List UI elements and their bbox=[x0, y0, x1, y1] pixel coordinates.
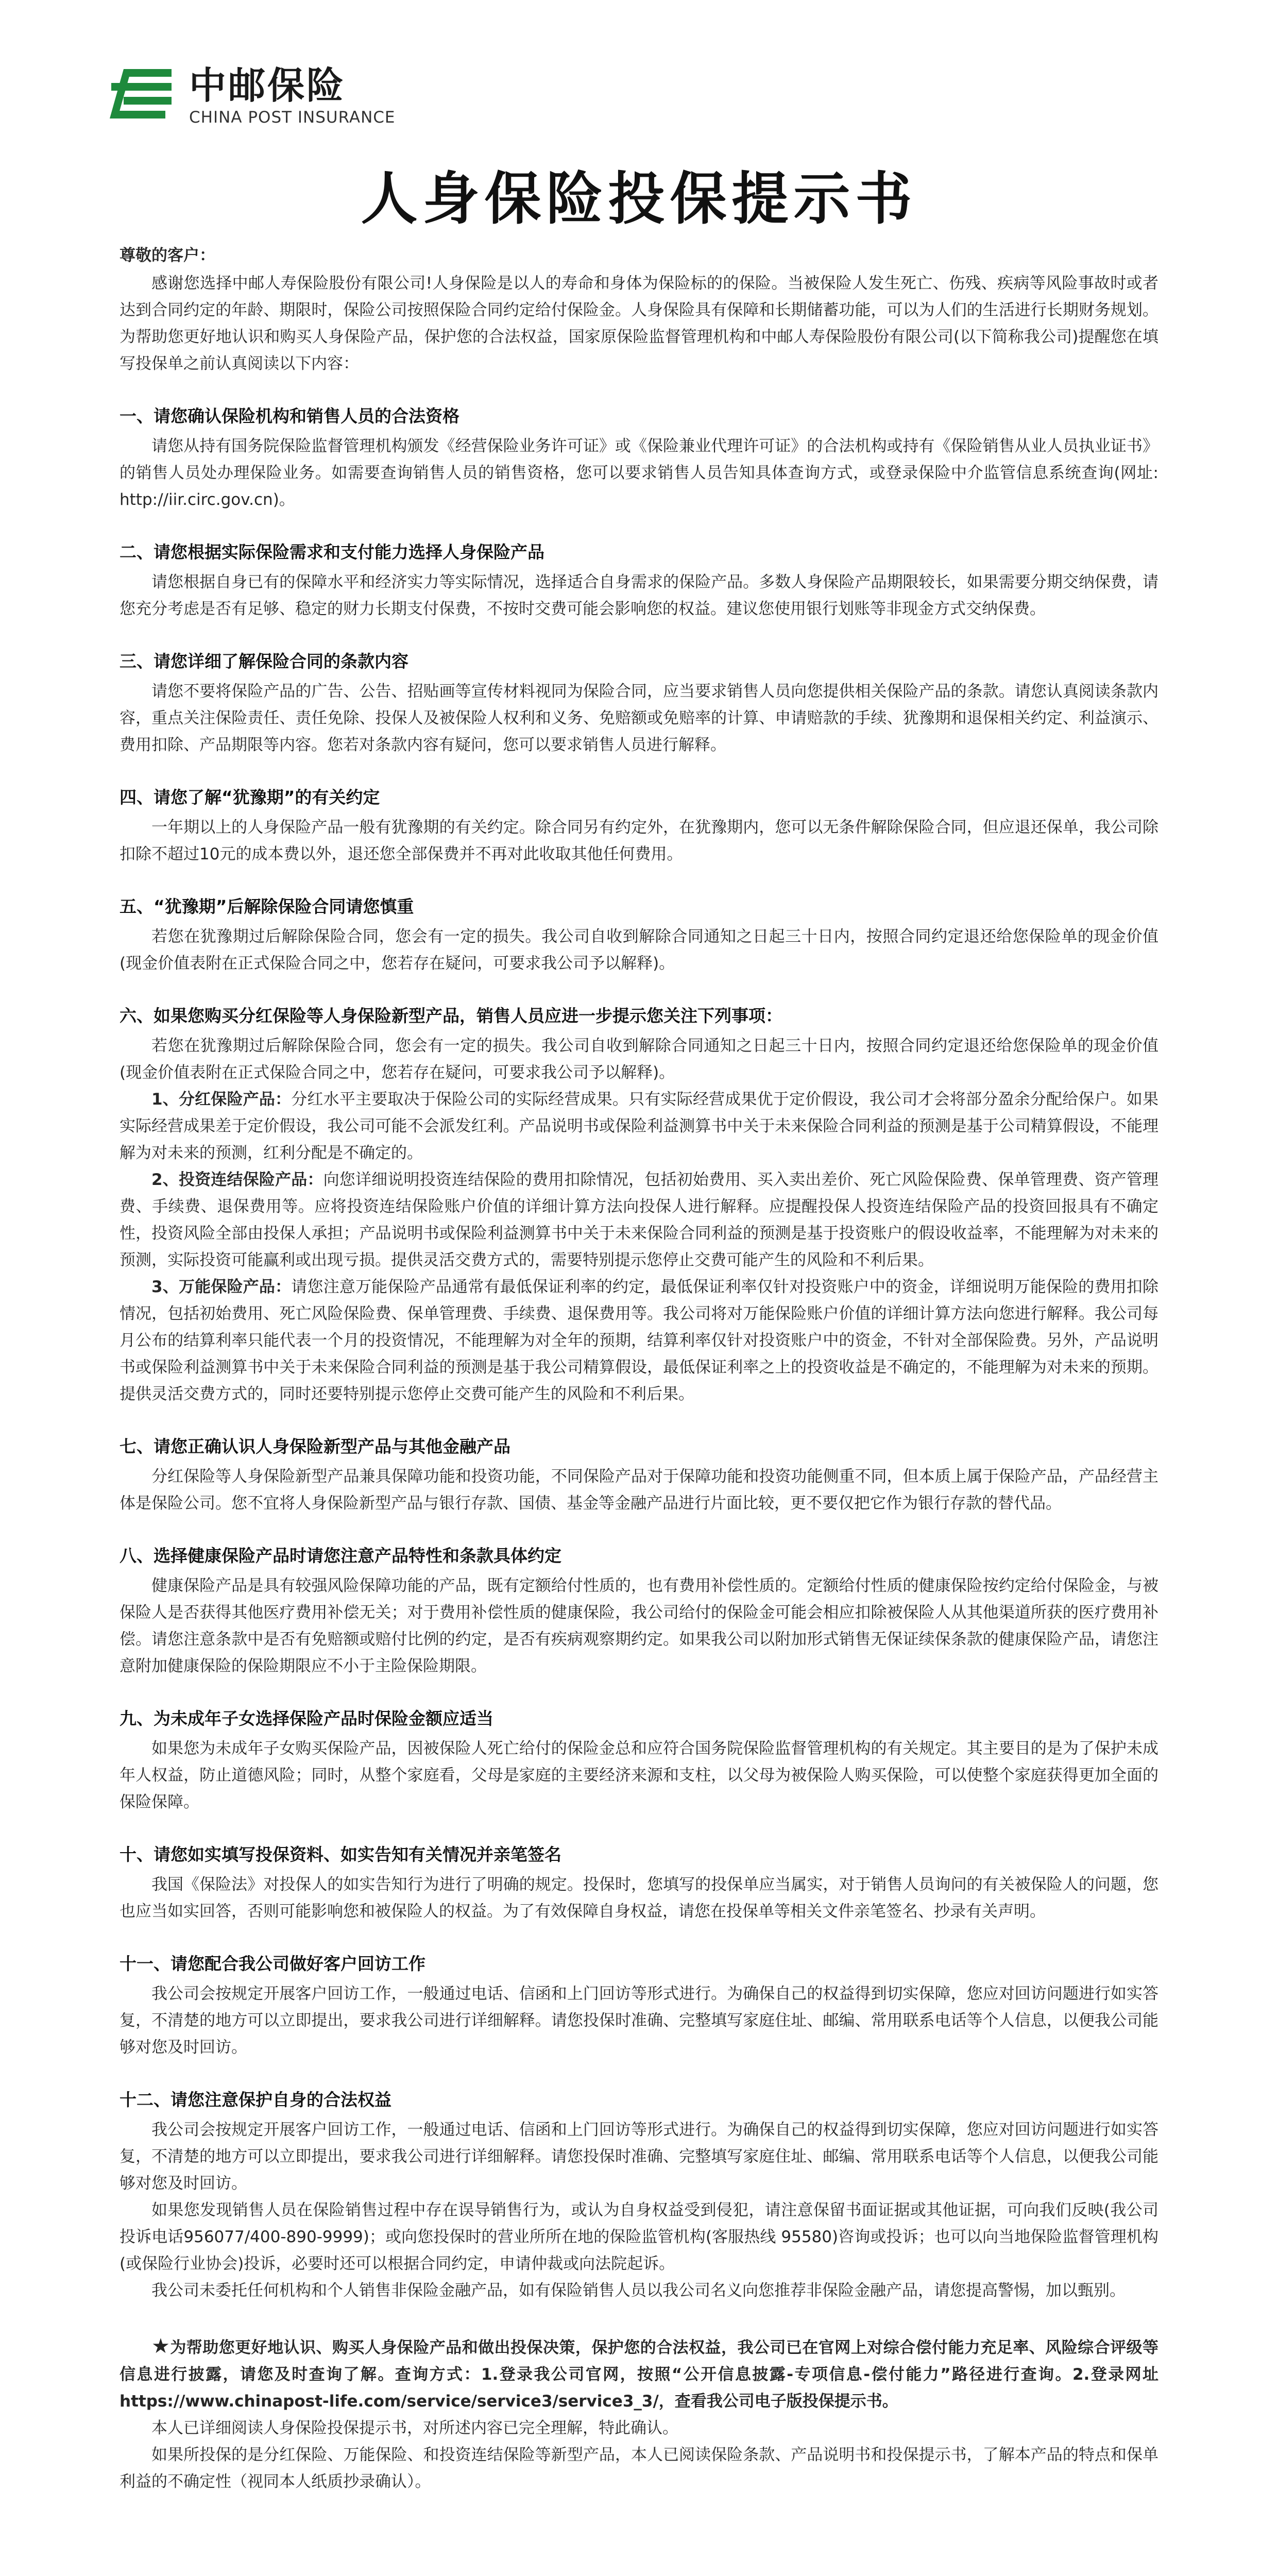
section-title: 三、请您详细了解保险合同的条款内容 bbox=[120, 651, 408, 671]
section-title: 十一、请您配合我公司做好客户回访工作 bbox=[120, 1954, 425, 1974]
section-title: 四、请您了解“犹豫期”的有关约定 bbox=[120, 787, 380, 807]
intro-paragraph: 感谢您选择中邮人寿保险股份有限公司!人身保险是以人的寿命和身体为保险标的的保险。当被保险人发生死亡、伤残、疾病等风险事故时或者达到合同约定的年龄、期限时，保险公司按照保险合同约定给付保险金。人身保险具有保障和长期储蓄功能，可以为人们的生活进行长期财务规划。为帮助您更好地认识和购买人身保险产品，保护您的合法权益，国家原保险监督管理机构和中邮人寿保险股份有限公司(以下简称我公司)提醒您在填写投保单之前认真阅读以下内容： bbox=[120, 274, 1158, 373]
new-product-statement: 如果所投保的是分红保险、万能保险、和投资连结保险等新型产品，本人已阅读保险条款、产品说明书和投保提示书，了解本产品的特点和保单利益的不确定性（视同本人纸质抄录确认）。 bbox=[120, 2446, 1158, 2491]
section-paragraph: 如果您发现销售人员在保险销售过程中存在误导销售行为，或认为自身权益受到侵犯，请注意保留书面证据或其他证据，可向我们反映(我公司投诉电话956077/400-890-9999)；或向您投保时的营业所所在地的保险监管机构(客服热线 95580)咨询或投诉；也可以向当地保险监督管理机构(或保险行业协会)投诉，必要时还可以根据合同约定，申请仲裁或向法院起诉。 bbox=[120, 2201, 1158, 2273]
document-body bbox=[120, 242, 1158, 2495]
section-paragraph: 一年期以上的人身保险产品一般有犹豫期的有关约定。除合同另有约定外，在犹豫期内，您可以无条件解除保险合同，但应退还保单，我公司除扣除不超过10元的成本费以外，退还您全部保费并不再对此收取其他任何费用。 bbox=[120, 818, 1158, 863]
star-icon: ★ bbox=[151, 2334, 171, 2358]
section bbox=[120, 784, 1158, 868]
confirmation-statement: 本人已详细阅读人身保险投保提示书，对所述内容已完全理解，特此确认。 bbox=[151, 2419, 678, 2437]
section-paragraph: 1、分红保险产品：分红水平主要取决于保险公司的实际经营成果。只有实际经营成果优于定价假设，我公司才会将部分盈余分配给保户。如果实际经营成果差于定价假设，我公司可能不会派发红利。产品说明书或保险利益测算书中关于未来保险合同利益的预测是基于公司精算假设，不能理解为对未来的预测，红利分配是不确定的。 bbox=[120, 1090, 1158, 1162]
section-paragraph: 健康保险产品是具有较强风险保障功能的产品，既有定额给付性质的，也有费用补偿性质的。定额给付性质的健康保险按约定给付保险金，与被保险人是否获得其他医疗费用补偿无关；对于费用补偿性质的健康保险，我公司给付的保险金可能会相应扣除被保险人从其他渠道所获的医疗费用补偿。请您注意条款中是否有免赔额或赔付比例的约定，是否有疾病观察期约定。如果我公司以附加形式销售无保证续保条款的健康保险产品，请您注意附加健康保险的保险期限应不小于主险保险期限。 bbox=[120, 1577, 1158, 1675]
logo-english-name: CHINA POST INSURANCE bbox=[189, 108, 396, 127]
section-paragraph: 请您不要将保险产品的广告、公告、招贴画等宣传材料视同为保险合同，应当要求销售人员向您提供相关保险产品的条款。请您认真阅读条款内容，重点关注保险责任、责任免除、投保人及被保险人权利和义务、免赔额或免赔率的计算、申请赔款的手续、犹豫期和退保相关约定、利益演示、费用扣除、产品期限等内容。您若对条款内容有疑问，您可以要求销售人员进行解释。 bbox=[120, 682, 1158, 754]
section-title: 一、请您确认保险机构和销售人员的合法资格 bbox=[120, 406, 459, 426]
product-type-label: 3、万能保险产品： bbox=[151, 1278, 292, 1296]
section-paragraph: 2、投资连结保险产品：向您详细说明投资连结保险的费用扣除情况，包括初始费用、买入卖出差价、死亡风险保险费、保单管理费、资产管理费、手续费、退保费用等。应将投资连结保险账户价值的详细计算方法向投保人进行解释。应提醒投保人投资连结保险产品的投资回报具有不确定性，投资风险全部由投保人承担；产品说明书或保险利益测算书中关于未来保险合同利益的预测是基于投资账户的假设收益率，不能理解为对未来的预测，实际投资可能赢利或出现亏损。提供灵活交费方式的，需要特别提示您停止交费可能产生的风险和不利后果。 bbox=[120, 1171, 1158, 1269]
section bbox=[120, 1951, 1158, 2061]
disclosure-notice-text: 为帮助您更好地认识、购买人身保险产品和做出投保决策，保护您的合法权益，我公司已在官网上对综合偿付能力充足率、风险综合评级等信息进行披露，请您及时查询了解。查询方式：1.登录我公司官网，按照“公开信息披露-专项信息-偿付能力”路径进行查询。2.登录网址https://www.chinapost-life.com/service/service3/service3_3/，查看我公司电子版投保提示书。 bbox=[120, 2338, 1159, 2411]
section bbox=[120, 1705, 1158, 1816]
section bbox=[120, 539, 1158, 622]
disclosure-notice bbox=[120, 2333, 1158, 2415]
section bbox=[120, 1841, 1158, 1925]
section-paragraph: 若您在犹豫期过后解除保险合同，您会有一定的损失。我公司自收到解除合同通知之日起三十日内，按照合同约定退还给您保险单的现金价值(现金价值表附在正式保险合同之中，您若存在疑问，可要求我公司予以解释)。 bbox=[120, 1037, 1158, 1082]
product-type-label: 1、分红保险产品： bbox=[151, 1090, 292, 1109]
sections-list bbox=[120, 403, 1158, 2304]
section-paragraph: 请您根据自身已有的保障水平和经济实力等实际情况，选择适合自身需求的保险产品。多数人身保险产品期限较长，如果需要分期交纳保费，请您充分考虑是否有足够、稳定的财力长期支付保费，不按时交费可能会影响您的权益。建议您使用银行划账等非现金方式交纳保费。 bbox=[120, 573, 1158, 618]
logo-chinese-name: 中邮保险 bbox=[189, 63, 346, 107]
section-paragraph: 我公司会按规定开展客户回访工作，一般通过电话、信函和上门回访等形式进行。为确保自己的权益得到切实保障，您应对回访问题进行如实答复，不清楚的地方可以立即提出，要求我公司进行详细解释。请您投保时准确、完整填写家庭住址、邮编、常用联系电话等个人信息，以便我公司能够对您及时回访。 bbox=[120, 2121, 1158, 2193]
section bbox=[120, 1003, 1158, 1408]
section bbox=[120, 403, 1158, 513]
section-paragraph: 分红保险等人身保险新型产品兼具保障功能和投资功能，不同保险产品对于保障功能和投资功能侧重不同，但本质上属于保险产品，产品经营主体是保险公司。您不宜将人身保险新型产品与银行存款、国债、基金等金融产品进行片面比较，更不要仅把它作为银行存款的替代品。 bbox=[120, 1467, 1158, 1513]
product-type-label: 2、投资连结保险产品： bbox=[151, 1171, 323, 1189]
section-title: 八、选择健康保险产品时请您注意产品特性和条款具体约定 bbox=[120, 1546, 561, 1566]
section-title: 二、请您根据实际保险需求和支付能力选择人身保险产品 bbox=[120, 542, 544, 562]
section-paragraph: 如果您为未成年子女购买保险产品，因被保险人死亡给付的保险金总和应符合国务院保险监督管理机构的有关规定。其主要目的是为了保护未成年人权益，防止道德风险；同时，从整个家庭看，父母是家庭的主要经济来源和支柱，以父母为被保险人购买保险，可以使整个家庭获得更加全面的保险保障。 bbox=[120, 1739, 1158, 1811]
section-paragraph: 我公司未委托任何机构和个人销售非保险金融产品，如有保险销售人员以我公司名义向您推荐非保险金融产品，请您提高警惕，加以甄别。 bbox=[151, 2281, 1126, 2300]
section bbox=[120, 1543, 1158, 1680]
section-title: 十二、请您注意保护自身的合法权益 bbox=[120, 2090, 391, 2110]
section-paragraph: 若您在犹豫期过后解除保险合同，您会有一定的损失。我公司自收到解除合同通知之日起三十日内，按照合同约定退还给您保险单的现金价值(现金价值表附在正式保险合同之中，您若存在疑问，可要求我公司予以解释)。 bbox=[120, 927, 1158, 973]
section-title: 九、为未成年子女选择保险产品时保险金额应适当 bbox=[120, 1708, 493, 1728]
section-paragraph: 3、万能保险产品：请您注意万能保险产品通常有最低保证利率的约定，最低保证利率仅针对投资账户中的资金，详细说明万能保险的费用扣除情况，包括初始费用、死亡风险保险费、保单管理费、手续费、退保费用等。我公司将对万能保险账户价值的详细计算方法向您进行解释。我公司每月公布的结算利率只能代表一个月的投资情况，不能理解为对全年的预期，结算利率仅针对投资账户中的资金，不针对全部保险费。另外，产品说明书或保险利益测算书中关于未来保险合同利益的预测是基于我公司精算假设，最低保证利率之上的投资收益是不确定的，不能理解为对未来的预期。提供灵活交费方式的，同时还要特别提示您停止交费可能产生的风险和不利后果。 bbox=[120, 1278, 1158, 1403]
document-title: 人身保险投保提示书 bbox=[361, 166, 917, 232]
section-title: 五、“犹豫期”后解除保险合同请您慎重 bbox=[120, 896, 414, 917]
section bbox=[120, 1433, 1158, 1517]
china-post-logo-icon bbox=[100, 58, 178, 135]
section-title: 十、请您如实填写投保资料、如实告知有关情况并亲笔签名 bbox=[120, 1844, 561, 1865]
header bbox=[100, 52, 396, 142]
section-title: 六、如果您购买分红保险等人身保险新型产品，销售人员应进一步提示您关注下列事项： bbox=[120, 1006, 782, 1026]
section bbox=[120, 893, 1158, 977]
section-paragraph: 我国《保险法》对投保人的如实告知行为进行了明确的规定。投保时，您填写的投保单应当属实，对于销售人员询问的有关被保险人的问题，您也应当如实回答，否则可能影响您和被保险人的权益。为了有效保障自身权益，请您在投保单等相关文件亲笔签名、抄录有关声明。 bbox=[120, 1875, 1158, 1921]
section bbox=[120, 648, 1158, 758]
section-title: 七、请您正确认识人身保险新型产品与其他金融产品 bbox=[120, 1436, 510, 1456]
greeting: 尊敬的客户： bbox=[120, 246, 215, 265]
logo-text bbox=[189, 63, 396, 127]
section-paragraph: 请您从持有国务院保险监督管理机构颁发《经营保险业务许可证》或《保险兼业代理许可证》的合法机构或持有《保险销售从业人员执业证书》的销售人员处办理保险业务。如需要查询销售人员的销售资格，您可以要求销售人员告知具体查询方式，或登录保险中介监管信息系统查询(网址: http://iir.circ.gov.cn)。 bbox=[120, 437, 1158, 509]
section-paragraph: 我公司会按规定开展客户回访工作，一般通过电话、信函和上门回访等形式进行。为确保自己的权益得到切实保障，您应对回访问题进行如实答复，不清楚的地方可以立即提出，要求我公司进行详细解释。请您投保时准确、完整填写家庭住址、邮编、常用联系电话等个人信息，以便我公司能够对您及时回访。 bbox=[120, 1985, 1158, 2057]
section bbox=[120, 2087, 1158, 2304]
